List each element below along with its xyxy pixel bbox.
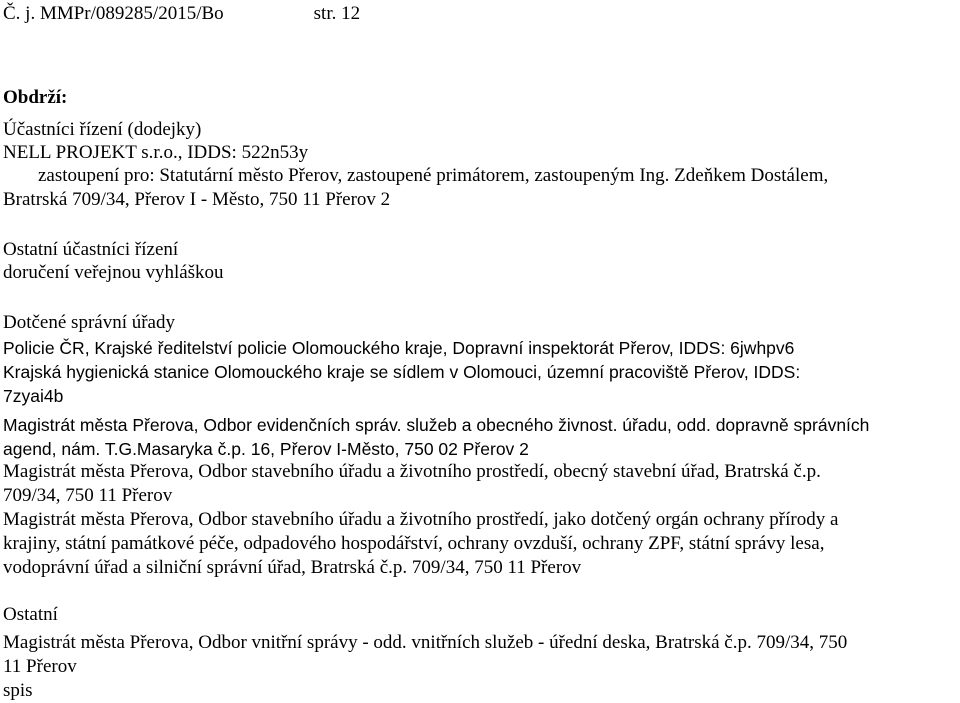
participant-representation-line: zastoupení pro: Statutární město Přerov, zastoupené primátorem, zastoupeným Ing. Zdeňkem Dostálem, bbox=[38, 165, 829, 186]
participant-line: NELL PROJEKT s.r.o., IDDS: 522n53y bbox=[3, 142, 309, 163]
participants-heading: Účastníci řízení (dodejky) bbox=[3, 119, 202, 140]
other-item-continuation: 11 Přerov bbox=[3, 656, 77, 677]
other-participants-text: doručení veřejnou vyhláškou bbox=[3, 262, 224, 283]
page-header bbox=[3, 2, 360, 26]
other-item: spis bbox=[3, 680, 33, 701]
authority-item-continuation: krajiny, státní památkové péče, odpadového hospodářství, ochrany ovzduší, ochrany ZPF, státní správy lesa, bbox=[3, 533, 825, 554]
other-heading: Ostatní bbox=[3, 604, 58, 625]
authority-item-continuation: 709/34, 750 11 Přerov bbox=[3, 485, 173, 506]
authorities-heading: Dotčené správní úřady bbox=[3, 312, 175, 333]
authority-item-continuation: agend, nám. T.G.Masaryka č.p. 16, Přerov I-Město, 750 02 Přerov 2 bbox=[3, 439, 529, 459]
authority-item-continuation: vodoprávní úřad a silniční správní úřad, Bratrská č.p. 709/34, 750 11 Přerov bbox=[3, 557, 582, 578]
authority-item: Magistrát města Přerova, Odbor stavebního úřadu a životního prostředí, obecný stavební úřad, Bratrská č.p. bbox=[3, 461, 821, 482]
page-number: str. 12 bbox=[313, 3, 361, 24]
authority-item-continuation: 7zyai4b bbox=[3, 386, 64, 406]
other-participants-heading: Ostatní účastníci řízení bbox=[3, 239, 179, 260]
authority-item: Magistrát města Přerova, Odbor evidenčních správ. služeb a obecného živnost. úřadu, odd. dopravně správních bbox=[3, 415, 870, 435]
recipients-heading: Obdrží: bbox=[3, 87, 68, 108]
other-item: Magistrát města Přerova, Odbor vnitřní správy - odd. vnitřních služeb - úřední deska, Bratrská č.p. 709/34, 750 bbox=[3, 632, 848, 653]
document-reference: Č. j. MMPr/089285/2015/Bo bbox=[3, 3, 224, 24]
authority-item: Policie ČR, Krajské ředitelství policie Olomouckého kraje, Dopravní inspektorát Přerov, IDDS: 6jwhpv6 bbox=[3, 338, 795, 358]
participant-address-line: Bratrská 709/34, Přerov I - Město, 750 11 Přerov 2 bbox=[3, 189, 391, 210]
authority-item: Magistrát města Přerova, Odbor stavebního úřadu a životního prostředí, jako dotčený orgán ochrany přírody a bbox=[3, 509, 839, 530]
authority-item: Krajská hygienická stanice Olomouckého kraje se sídlem v Olomouci, územní pracoviště Přerov, IDDS: bbox=[3, 362, 801, 382]
